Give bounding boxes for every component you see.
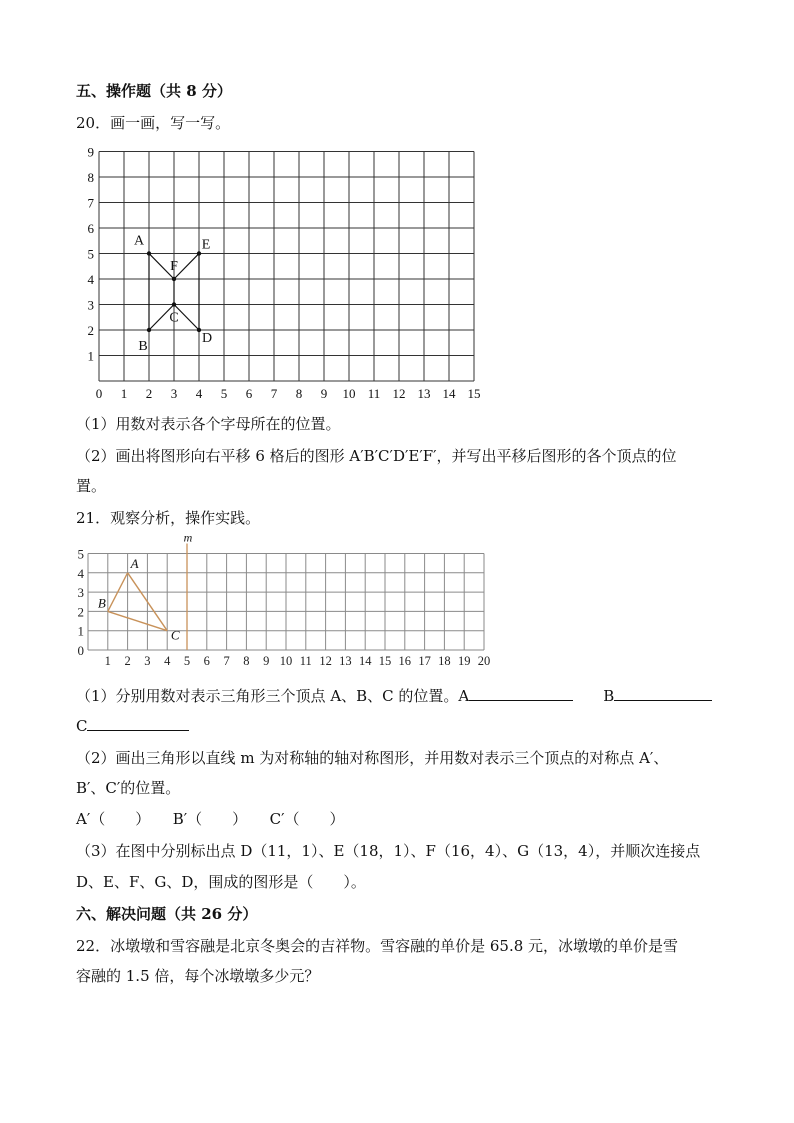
x-tick-label: 6 [203,654,210,668]
y-tick-label: 5 [77,546,84,562]
y-tick-label: 4 [87,272,94,287]
x-tick-label: 4 [195,386,203,401]
axis-m-label: m [183,530,193,545]
q21-part2-line1: （2）画出三角形以直线 m 为对称轴的轴对称图形，并用数对表示三个顶点的对称点 A′、 [76,749,669,767]
x-tick-label: 4 [164,654,171,668]
vertex-dot [172,277,176,281]
x-tick-label: 18 [438,654,451,668]
q21-part1-line1 [76,686,712,706]
answer-blank-c[interactable] [87,716,189,731]
vertex-label: C [170,627,180,643]
vertex-dot [172,302,176,306]
section-6-title: 六、解决问题（共 26 分） [76,905,258,923]
x-tick-label: 11 [299,654,312,668]
x-tick-label: 12 [392,386,406,401]
x-tick-label: 10 [279,654,293,668]
x-tick-label: 6 [245,386,253,401]
q21-part2-answers: A′（ ） B′（ ） C′（ ） [76,810,345,828]
x-tick-label: 19 [457,654,471,668]
q21-grid-figure [72,530,492,672]
q21-part1-c-label: C [76,717,88,735]
x-tick-label: 2 [145,386,153,401]
vertex-label: B [97,595,106,611]
vertex-label: E [201,237,211,253]
q21-part3-line2: D、E、F、G、D，围成的图形是（ ）。 [76,873,366,891]
x-tick-label: 3 [144,654,151,668]
x-tick-label: 7 [223,654,230,668]
x-tick-label: 9 [320,386,328,401]
x-tick-label: 15 [467,386,481,401]
y-tick-label: 1 [77,623,84,639]
y-tick-label: 0 [77,643,84,658]
y-tick-label: 9 [87,144,94,160]
x-tick-label: 14 [358,654,372,668]
y-tick-label: 2 [87,323,94,338]
x-tick-label: 8 [295,386,303,401]
q20-part1: （1）用数对表示各个字母所在的位置。 [76,415,341,433]
y-tick-label: 2 [77,604,84,620]
x-tick-label: 13 [339,654,352,668]
x-tick-label: 1 [104,654,111,668]
x-tick-label: 15 [378,654,392,668]
x-tick-label: 17 [418,654,431,668]
y-tick-label: 8 [87,170,94,185]
x-tick-label: 11 [367,386,381,401]
y-tick-label: 6 [87,221,94,236]
vertex-dot [147,251,151,255]
q20-part2-line2: 置。 [76,477,107,495]
x-tick-label: 2 [124,654,131,668]
x-tick-label: 5 [220,386,228,401]
q21-stem: 21．观察分析，操作实践。 [76,509,261,527]
y-tick-label: 4 [77,565,84,581]
x-tick-label: 0 [95,386,103,401]
q20-grid-figure [82,142,492,402]
vertex-dot [197,251,201,255]
vertex-label: F [170,259,178,274]
y-tick-label: 3 [77,585,84,601]
x-tick-label: 5 [183,654,191,668]
x-tick-label: 3 [170,386,178,401]
q21-part1-prefix: （1）分别用数对表示三角形三个顶点 A、B、C 的位置。A [76,687,470,705]
vertex-dot [197,328,201,332]
q21-part2-line2: B′、C′的位置。 [76,779,181,797]
vertex-label: A [130,555,139,571]
x-tick-label: 20 [477,654,491,668]
vertex-label: B [138,339,148,354]
x-tick-label: 1 [120,386,128,401]
q22-line2: 容融的 1.5 倍，每个冰墩墩多少元？ [76,967,320,985]
q20-part2-line1: （2）画出将图形向右平移 6 格后的图形 A′B′C′D′E′F′，并写出平移后图形的各个顶点的位 [76,447,677,465]
x-tick-label: 12 [319,654,332,668]
vertex-label: A [133,233,145,249]
y-tick-label: 1 [87,348,94,364]
x-tick-label: 10 [342,386,356,401]
section-5-title: 五、操作题（共 8 分） [76,82,232,100]
x-tick-label: 7 [270,386,278,401]
x-tick-label: 13 [417,386,431,401]
triangle-side [108,611,167,630]
vertex-label: D [201,331,213,346]
vertex-dot [147,328,151,332]
q21-part3-line1: （3）在图中分别标出点 D（11，1）、E（18，1）、F（16，4）、G（13，4），并顺次连接点 [76,842,701,860]
x-tick-label: 14 [442,386,456,401]
answer-blank-b[interactable] [614,686,712,701]
y-tick-label: 7 [87,195,94,211]
x-tick-label: 9 [263,654,270,668]
answer-blank-a[interactable] [469,686,573,701]
q20-stem: 20．画一画，写一写。 [76,114,231,132]
q21-part1-line2 [76,716,189,736]
x-tick-label: 8 [243,654,250,668]
x-tick-label: 16 [398,654,412,668]
y-tick-label: 5 [87,246,94,262]
y-tick-label: 3 [87,297,94,313]
q22-line1: 22．冰墩墩和雪容融是北京冬奥会的吉祥物。雪容融的单价是 65.8 元，冰墩墩的单价是雪 [76,937,679,955]
vertex-label: C [169,310,179,326]
q21-part1-b-label: B [603,687,615,705]
